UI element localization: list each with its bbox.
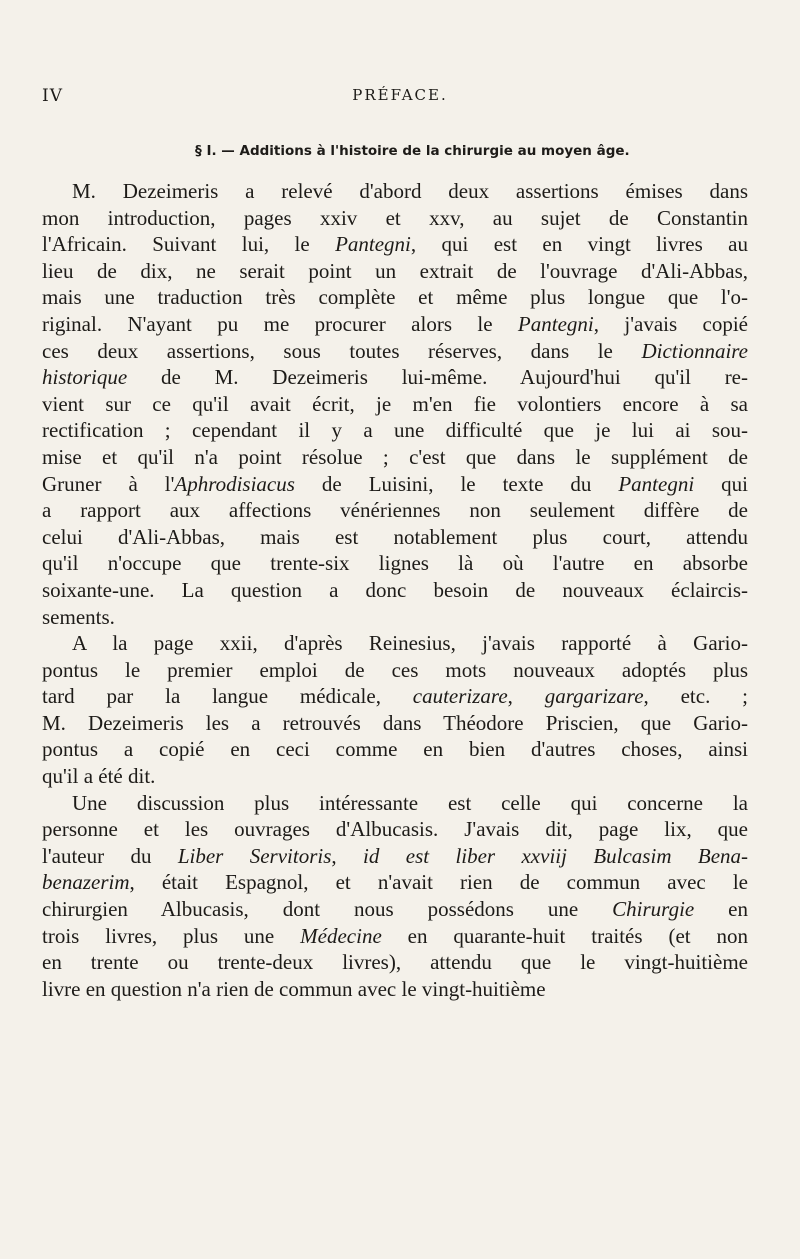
text-line	[42, 577, 748, 604]
italic-text: Médecine	[300, 923, 382, 948]
text-run: ces deux assertions, sous toutes réserves, dans le	[42, 338, 642, 363]
text-line	[42, 896, 748, 923]
italic-text: Dictionnaire	[641, 338, 748, 363]
text-line	[42, 231, 748, 258]
text-run: sements.	[42, 604, 115, 629]
text-run: livre en question n'a rien de commun avec le vingt-huitième	[42, 976, 546, 1001]
italic-text: Pantegni	[335, 232, 411, 257]
text-line	[42, 417, 748, 444]
text-run: , qui est en vingt livres au	[410, 232, 748, 257]
section-title: § I. — Additions à l'histoire de la chirurgie au moyen âge.	[195, 143, 630, 159]
text-line	[42, 683, 748, 710]
text-run: tard par la langue médicale,	[42, 684, 413, 709]
text-run: qui	[694, 471, 748, 496]
text-line	[42, 550, 748, 577]
text-line	[42, 311, 748, 338]
text-line	[42, 763, 748, 790]
text-run: , j'avais copié	[593, 311, 749, 336]
text-line	[42, 710, 748, 737]
italic-text: id est liber xxviij Bulcasim Bena-	[363, 843, 749, 868]
text-line	[42, 843, 748, 870]
text-run: en quarante-huit traités (et non	[381, 923, 748, 948]
text-run: Gruner à l'	[42, 471, 175, 496]
text-line	[42, 444, 748, 471]
text-run: ,	[331, 843, 364, 868]
text-run: l'Africain. Suivant lui, le	[42, 232, 336, 257]
text-run: M. Dezeimeris a relevé d'abord deux assertions émises dans	[72, 179, 748, 203]
text-run: qu'il n'occupe que trente-six lignes là où l'autre en absorbe	[42, 551, 748, 576]
text-run: riginal. N'ayant pu me procurer alors le	[42, 311, 518, 336]
text-line	[42, 497, 748, 524]
text-run: ,	[507, 684, 545, 709]
text-line	[42, 976, 748, 1003]
paragraph	[42, 790, 748, 1003]
text-run: trois livres, plus une	[42, 923, 301, 948]
text-run: en	[694, 897, 748, 922]
text-run: , etc. ;	[643, 684, 748, 709]
text-run: pontus a copié en ceci comme en bien d'autres choses, ainsi	[42, 737, 748, 762]
running-head: PRÉFACE.	[352, 86, 448, 104]
text-run: soixante-une. La question a donc besoin de nouveaux éclaircis-	[42, 577, 748, 602]
text-run: celui d'Ali-Abbas, mais est notablement plus court, attendu	[42, 524, 748, 549]
italic-text: Pantegni	[517, 311, 594, 336]
body-text	[42, 178, 748, 1002]
italic-text: gargarizare	[544, 684, 644, 709]
text-line	[42, 364, 748, 391]
text-line	[42, 178, 748, 205]
text-run: mais une traduction très complète et même plus longue que l'o-	[42, 285, 748, 310]
text-run: en trente ou trente-deux livres), attendu que le vingt-huitième	[42, 950, 748, 975]
text-line	[42, 923, 748, 950]
italic-text: historique	[42, 365, 128, 390]
text-line	[42, 391, 748, 418]
text-line	[42, 205, 748, 232]
text-line	[42, 284, 748, 311]
text-line	[42, 790, 748, 817]
text-line	[42, 471, 748, 498]
text-run: , était Espagnol, et n'avait rien de commun avec le	[129, 870, 748, 895]
italic-text: cauterizare	[412, 684, 508, 709]
text-line	[42, 949, 748, 976]
italic-text: Chirurgie	[612, 897, 695, 922]
text-line	[42, 816, 748, 843]
text-run: M. Dezeimeris les a retrouvés dans Théodore Priscien, que Gario-	[42, 710, 748, 735]
text-line	[42, 736, 748, 763]
text-run: rectification ; cependant il y a une difficulté que je lui ai sou-	[42, 418, 748, 443]
italic-text: Pantegni	[618, 471, 695, 496]
text-run: mise et qu'il n'a point résolue ; c'est que dans le supplément de	[42, 444, 748, 469]
text-run: mon introduction, pages xxiv et xxv, au sujet de Constantin	[42, 205, 748, 230]
paragraph	[42, 630, 748, 790]
text-run: de M. Dezeimeris lui-même. Aujourd'hui qu'il re-	[127, 365, 748, 390]
paragraph	[42, 178, 748, 630]
text-line	[42, 338, 748, 365]
text-run: vient sur ce qu'il avait écrit, je m'en fie volontiers encore à sa	[42, 391, 748, 416]
text-run: de Luisini, le texte du	[294, 471, 619, 496]
text-run: A la page xxii, d'après Reinesius, j'avais rapporté à Gario-	[72, 631, 748, 656]
italic-text: benazerim	[42, 870, 130, 895]
text-run: lieu de dix, ne serait point un extrait de l'ouvrage d'Ali-Abbas,	[42, 258, 748, 283]
text-line	[42, 657, 748, 684]
text-run: personne et les ouvrages d'Albucasis. J'avais dit, page lix, que	[42, 817, 748, 842]
text-run: chirurgien Albucasis, dont nous possédons une	[42, 897, 613, 922]
italic-text: Liber Servitoris	[177, 843, 332, 868]
text-line	[42, 630, 748, 657]
italic-text: Aphrodisiacus	[174, 471, 295, 496]
text-run: a rapport aux affections vénériennes non seulement diffère de	[42, 498, 748, 523]
text-line	[42, 524, 748, 551]
text-run: pontus le premier emploi de ces mots nouveaux adoptés plus	[42, 657, 748, 682]
text-line	[42, 258, 748, 285]
text-run: l'auteur du	[42, 843, 178, 868]
text-run: qu'il a été dit.	[42, 764, 156, 789]
text-line	[42, 604, 748, 631]
page-number: IV	[42, 86, 63, 106]
text-run: Une discussion plus intéressante est celle qui concerne la	[72, 790, 748, 815]
text-line	[42, 869, 748, 896]
